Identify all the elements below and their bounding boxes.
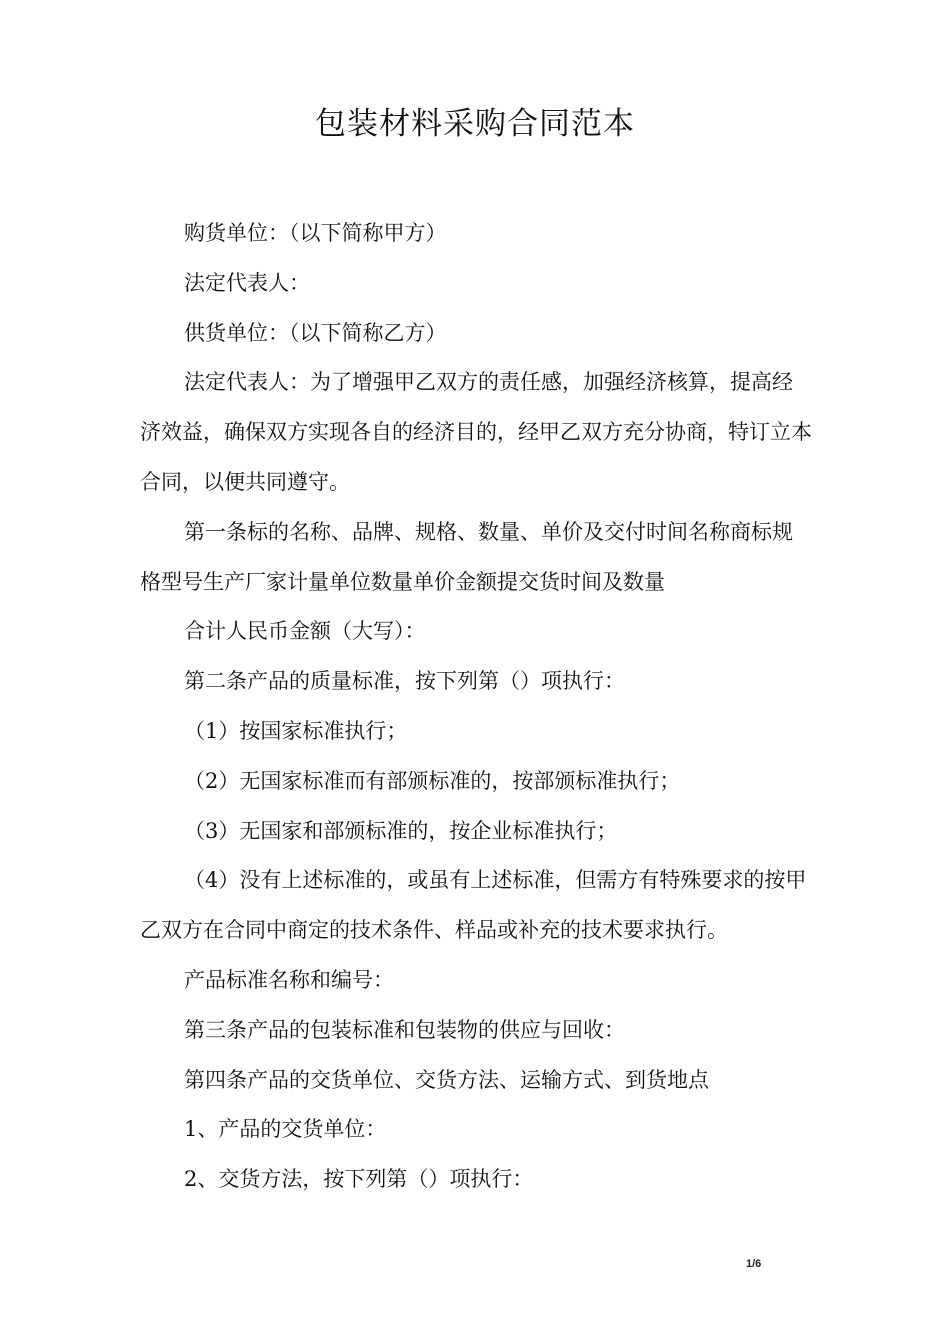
paragraph-buyer: 购货单位：（以下简称甲方） bbox=[184, 221, 447, 245]
paragraph-item-1: （1）按国家标准执行； bbox=[184, 718, 408, 743]
document-body bbox=[140, 209, 812, 1205]
paragraph-article-3: 第三条产品的包装标准和包装物的供应与回收： bbox=[184, 1017, 625, 1042]
paragraph-delivery-method: 2、交货方法，按下列第（）项执行： bbox=[184, 1167, 534, 1192]
paragraph-supplier: 供货单位：（以下简称乙方） bbox=[184, 320, 447, 345]
paragraph-article-4: 第四条产品的交货单位、交货方法、运输方式、到货地点 bbox=[184, 1067, 709, 1092]
document-title: 包装材料采购合同范本 bbox=[315, 106, 635, 142]
paragraph-buyer-representative: 法定代表人： bbox=[184, 270, 310, 295]
paragraph-total-amount: 合计人民币金额（大写）： bbox=[184, 619, 426, 644]
paragraph-article-1: 第一条标的名称、品牌、规格、数量、单价及交付时间名称商标规格型号生产厂家计量单位数量单价金额提交货时间及数量 bbox=[140, 519, 793, 594]
paragraph-standard-name: 产品标准名称和编号： bbox=[184, 967, 394, 992]
paragraph-item-2: （2）无国家标准而有部颁标准的，按部颁标准执行； bbox=[184, 768, 681, 793]
page-number: 1/6 bbox=[746, 1258, 762, 1270]
paragraph-preamble: 法定代表人：为了增强甲乙双方的责任感，加强经济核算，提高经济效益，确保双方实现各自的经济目的，经甲乙双方充分协商，特订立本合同，以便共同遵守。 bbox=[140, 370, 812, 494]
paragraph-article-2: 第二条产品的质量标准，按下列第（）项执行： bbox=[184, 669, 625, 694]
paragraph-item-3: （3）无国家和部颁标准的，按企业标准执行； bbox=[184, 818, 618, 843]
paragraph-item-4: （4）没有上述标准的，或虽有上述标准，但需方有特殊要求的按甲乙双方在合同中商定的技术条件、样品或补充的技术要求执行。 bbox=[140, 868, 807, 943]
paragraph-delivery-unit: 1、产品的交货单位： bbox=[184, 1117, 387, 1142]
